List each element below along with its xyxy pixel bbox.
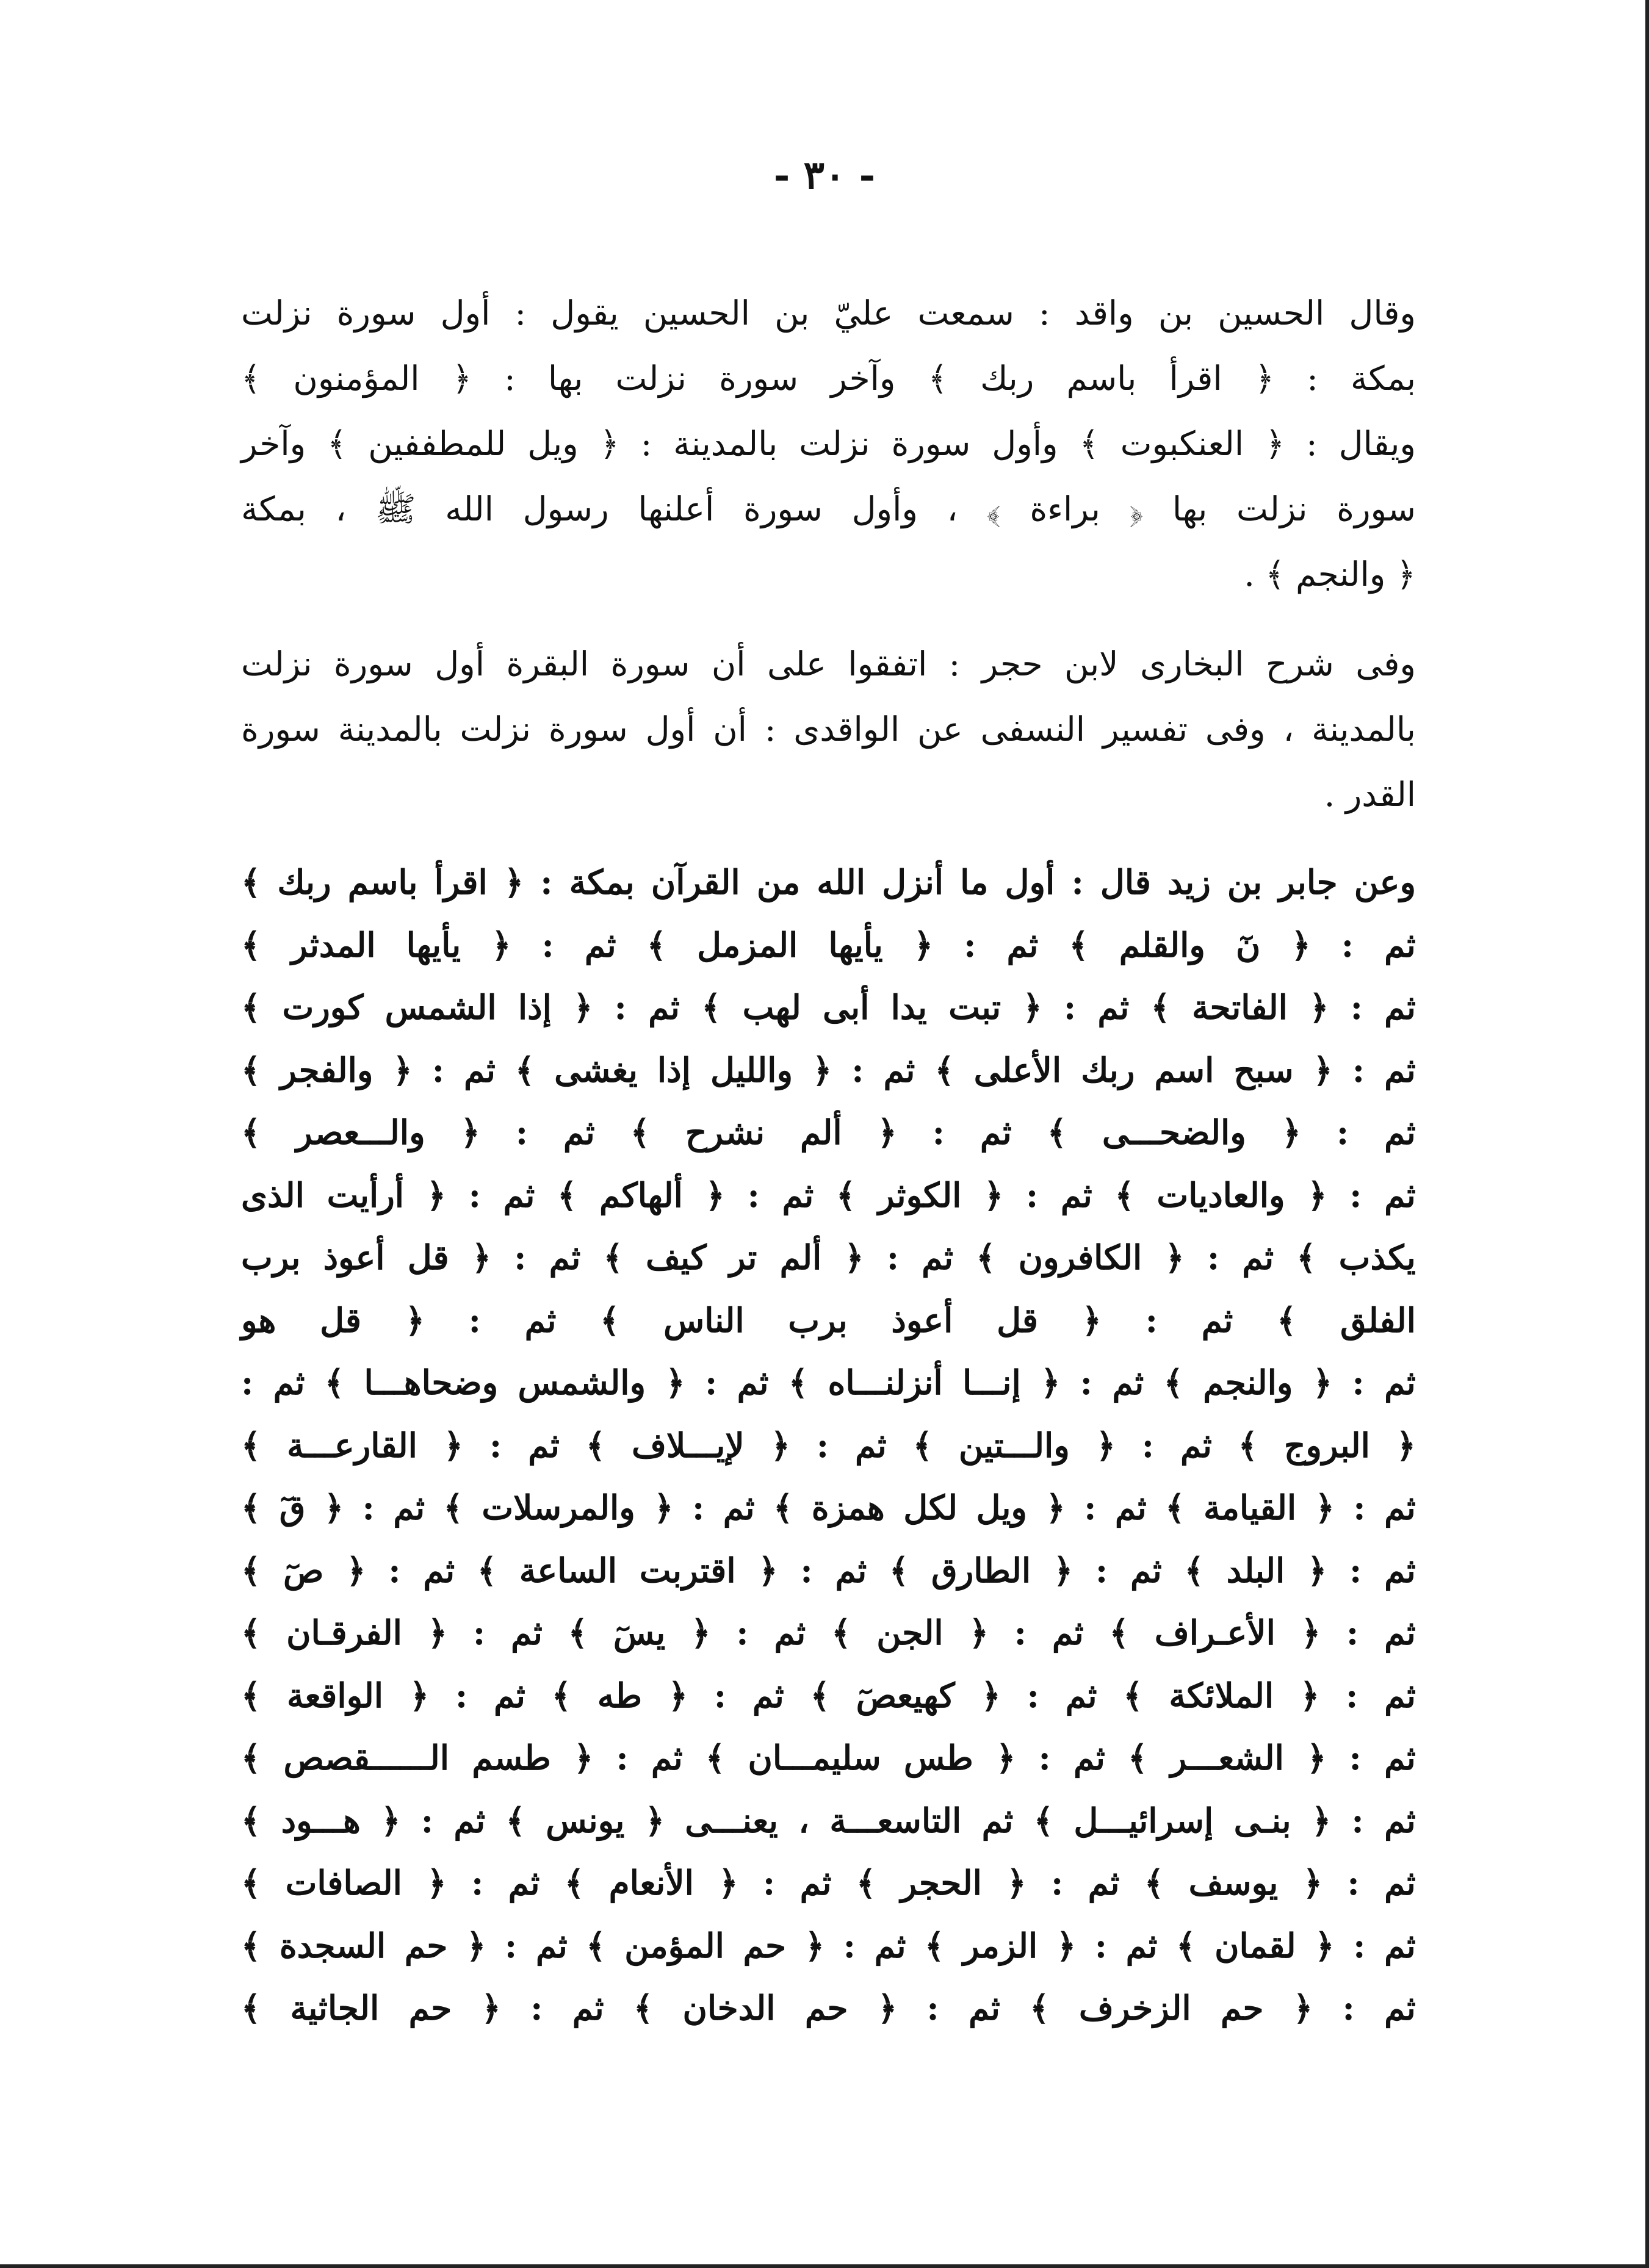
text-line: ثم : ﴿ والضحـــى ﴾ ثم : ﴿ ألم نشرح ﴾ ثم : ﴿ والـــعصر ﴾ (241, 1112, 1416, 1152)
text-line: ثم : ﴿ والعاديات ﴾ ثم : ﴿ الكوثر ﴾ ثم : ﴿ ألهاكم ﴾ ثم : ﴿ أرأيت الذى (241, 1175, 1416, 1215)
text-line: وعن جابر بن زيد قال : أول ما أنزل الله من القرآن بمكة : ﴿ اقرأ باسم ربك ﴾ (241, 862, 1416, 902)
text-line: ﴿ والنجم ﴾ . (1244, 555, 1416, 594)
text-line: ثم : ﴿ الفاتحة ﴾ ثم : ﴿ تبت يدا أبى لهب ﴾ ثم : ﴿ إذا الشمس كورت ﴾ (241, 987, 1416, 1027)
text-line: ثم : ﴿ الشعـــر ﴾ ثم : ﴿ طس سليمـــان ﴾ ثم : ﴿ طسم الــــــقصص ﴾ (241, 1738, 1416, 1777)
text-line: يكذب ﴾ ثم : ﴿ الكافرون ﴾ ثم : ﴿ ألم تر كيف ﴾ ثم : ﴿ قل أعوذ برب (241, 1237, 1416, 1277)
text-line: بالمدينة ، وفى تفسير النسفى عن الواقدى : أن أول سورة نزلت بالمدينة سورة (241, 710, 1416, 749)
page-number: - ٣٠ - (773, 153, 876, 198)
text-line: ثم : ﴿ يوسف ﴾ ثم : ﴿ الحجر ﴾ ثم : ﴿ الأنعام ﴾ ثم : ﴿ الصافات ﴾ (241, 1863, 1416, 1903)
text-line: ثم : ﴿ القيامة ﴾ ثم : ﴿ ويل لكل همزة ﴾ ثم : ﴿ والمرسلات ﴾ ثم : ﴿ قٓ ﴾ (241, 1488, 1416, 1527)
text-line: ﴿ البروج ﴾ ثم : ﴿ والـــتين ﴾ ثم : ﴿ لإيـــلاف ﴾ ثم : ﴿ القارعـــة ﴾ (241, 1425, 1416, 1465)
paragraph-3 (241, 851, 1416, 2040)
paragraph-2 (241, 632, 1416, 827)
text-line: ثم : ﴿ سبح اسم ربك الأعلى ﴾ ثم : ﴿ والليل إذا يغشى ﴾ ثم : ﴿ والفجر ﴾ (241, 1049, 1416, 1090)
paragraph-1 (241, 281, 1416, 607)
text-line: ثم : ﴿ بنـى إسرائيـــل ﴾ ثم التاسعـــة ، يعنـــى ﴿ يونس ﴾ ثم : ﴿ هـــود ﴾ (241, 1800, 1416, 1840)
text-line: ثم : ﴿ والنجم ﴾ ثم : ﴿ إنـــا أنزلنـــاه ﴾ ثم : ﴿ والشمس وضحاهـــا ﴾ ثم : (241, 1363, 1416, 1402)
text-line: ثم : ﴿ نٓ والقلم ﴾ ثم : ﴿ يأيها المزمل ﴾ ثم : ﴿ يأيها المدثر ﴾ (241, 924, 1416, 965)
text-line: ثم : ﴿ الملائكة ﴾ ثم : ﴿ كهيعصٓ ﴾ ثم : ﴿ طه ﴾ ثم : ﴿ الواقعة ﴾ (241, 1675, 1416, 1715)
text-line: ثم : ﴿ البلد ﴾ ثم : ﴿ الطارق ﴾ ثم : ﴿ اقتربت الساعة ﴾ ثم : ﴿ صٓ ﴾ (241, 1550, 1416, 1590)
text-line: سورة نزلت بها ﴿ براءة ﴾ ، وأول سورة أعلنها رسول الله ﷺ ، بمكة (241, 489, 1416, 528)
text-line: وفى شرح البخارى لابن حجر : اتفقوا على أن سورة البقرة أول سورة نزلت (241, 644, 1416, 683)
text-line: ثم : ﴿ الأعـراف ﴾ ثم : ﴿ الجن ﴾ ثم : ﴿ يسٓ ﴾ ثم : ﴿ الفرقـان ﴾ (241, 1613, 1416, 1652)
text-line: ثم : ﴿ حم الزخرف ﴾ ثم : ﴿ حم الدخان ﴾ ثم : ﴿ حم الجاثية ﴾ (241, 1988, 1416, 2028)
text-line: الفلق ﴾ ثم : ﴿ قل أعوذ برب الناس ﴾ ثم : ﴿ قل هو (241, 1300, 1416, 1340)
text-line: وقال الحسين بن واقد : سمعت عليّ بن الحسين يقول : أول سورة نزلت (241, 293, 1416, 333)
text-line: ثم : ﴿ لقمان ﴾ ثم : ﴿ الزمر ﴾ ثم : ﴿ حم المؤمن ﴾ ثم : ﴿ حم السجدة ﴾ (241, 1925, 1416, 1965)
page-edge-bottom (0, 2264, 1649, 2268)
text-line: القدر . (1324, 775, 1416, 814)
page-edge-right (1645, 0, 1649, 2268)
text-line: ويقال : ﴿ العنكبوت ﴾ وأول سورة نزلت بالمدينة : ﴿ ويل للمطففين ﴾ وآخر (241, 424, 1416, 463)
text-line: بمكة : ﴿ اقرأ باسم ربك ﴾ وآخر سورة نزلت بها : ﴿ المؤمنون ﴾ (241, 359, 1416, 398)
